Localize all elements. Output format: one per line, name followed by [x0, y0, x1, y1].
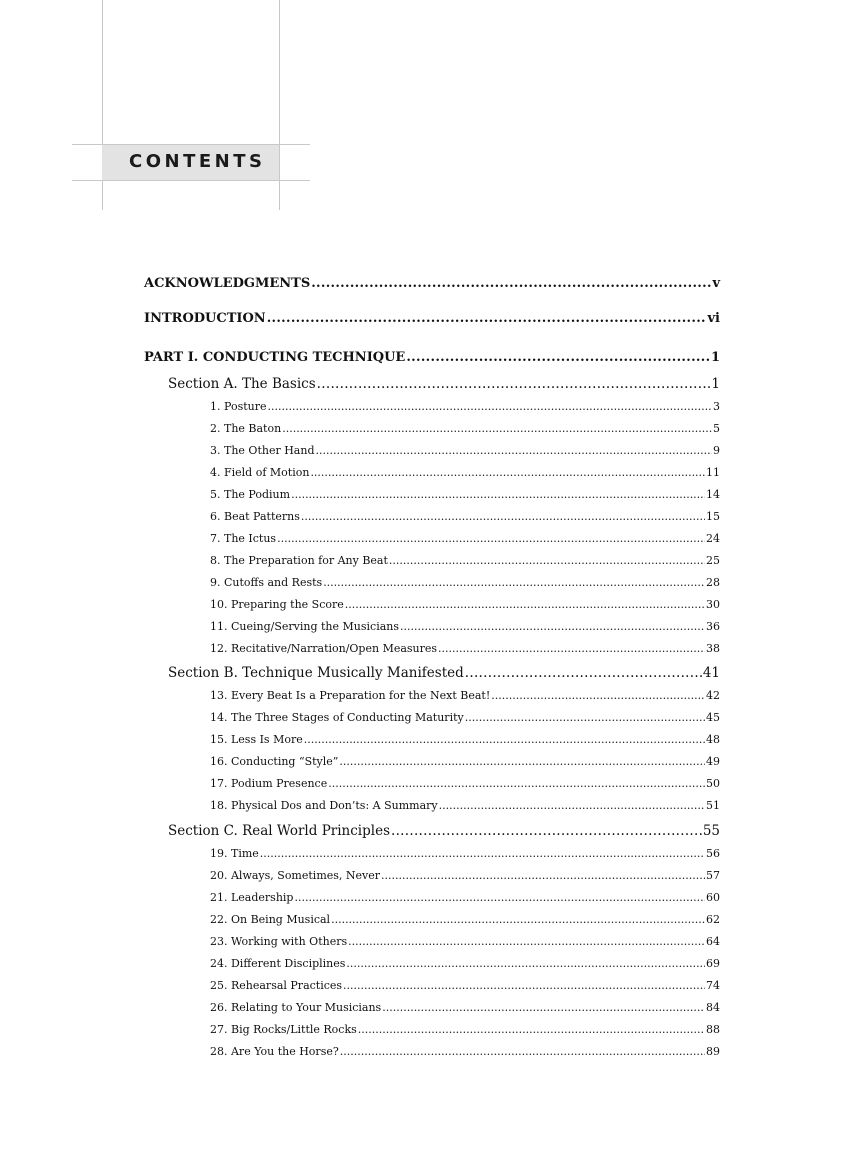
dot-leader	[301, 510, 705, 523]
toc-entry-title: 4. Field of Motion	[210, 466, 310, 479]
toc-entry-page: 42	[706, 689, 720, 702]
dot-leader	[465, 665, 702, 681]
toc-entry-title: 7. The Ictus	[210, 532, 277, 545]
toc-entry-page: 89	[706, 1045, 720, 1058]
toc-entry[interactable]	[210, 466, 720, 479]
toc-entry-title: 6. Beat Patterns	[210, 510, 300, 523]
dot-leader	[311, 276, 711, 291]
dot-leader	[439, 799, 705, 812]
dot-leader	[348, 935, 705, 948]
dot-leader	[310, 466, 705, 479]
toc-entry[interactable]	[210, 1023, 720, 1036]
toc-entry-page: 41	[702, 665, 720, 681]
toc-entry[interactable]	[144, 350, 720, 365]
toc-entry-page: 62	[706, 913, 720, 926]
toc-entry-page: 57	[706, 869, 720, 882]
toc-entry[interactable]	[210, 777, 720, 790]
toc-entry-title: 20. Always, Sometimes, Never	[210, 869, 381, 882]
toc-entry[interactable]	[144, 276, 720, 291]
toc-entry-title: 8. The Preparation for Any Beat	[210, 554, 388, 567]
toc-entry[interactable]	[210, 554, 720, 567]
toc-entry-title: 9. Cutoffs and Rests	[210, 576, 323, 589]
toc-entry-page: 48	[706, 733, 720, 746]
toc-entry[interactable]	[210, 620, 720, 633]
toc-entry[interactable]	[210, 422, 720, 435]
dot-leader	[267, 311, 707, 326]
toc-entry-title: Section A. The Basics	[168, 376, 316, 392]
toc-entry-title: 12. Recitative/Narration/Open Measures	[210, 642, 438, 655]
dot-leader	[391, 823, 702, 839]
toc-entry[interactable]	[210, 532, 720, 545]
toc-entry-title: 24. Different Disciplines	[210, 957, 346, 970]
toc-entry[interactable]	[210, 1001, 720, 1014]
dot-leader	[358, 1023, 705, 1036]
toc-entry[interactable]	[210, 689, 720, 702]
toc-entry-page: vi	[707, 311, 720, 326]
toc-entry-page: 1	[711, 376, 720, 392]
toc-entry-title: 23. Working with Others	[210, 935, 348, 948]
toc-entry-title: 3. The Other Hand	[210, 444, 315, 457]
toc-entry[interactable]	[210, 444, 720, 457]
toc-entry-page: 36	[706, 620, 720, 633]
dot-leader	[339, 755, 705, 768]
toc-entry[interactable]	[210, 400, 720, 413]
toc-entry-page: 56	[706, 847, 720, 860]
dot-leader	[346, 957, 705, 970]
toc-entry-title: 10. Preparing the Score	[210, 598, 344, 611]
dot-leader	[465, 711, 705, 724]
dot-leader	[491, 689, 705, 702]
toc-entry-page: 64	[706, 935, 720, 948]
toc-entry-page: 74	[706, 979, 720, 992]
toc-entry[interactable]	[210, 935, 720, 948]
toc-entry[interactable]	[210, 642, 720, 655]
dot-leader	[304, 733, 705, 746]
dot-leader	[323, 576, 705, 589]
toc-entry-title: 13. Every Beat Is a Preparation for the Next Beat!	[210, 689, 491, 702]
toc-entry-title: ACKNOWLEDGMENTS	[144, 276, 311, 291]
toc-entry-title: 11. Cueing/Serving the Musicians	[210, 620, 399, 633]
toc-entry-page: 11	[706, 466, 720, 479]
dot-leader	[438, 642, 705, 655]
toc-entry-page: 49	[706, 755, 720, 768]
dot-leader	[389, 554, 705, 567]
toc-entry[interactable]	[210, 799, 720, 812]
toc-entry-title: 25. Rehearsal Practices	[210, 979, 343, 992]
toc-entry[interactable]	[210, 869, 720, 882]
dot-leader	[400, 620, 705, 633]
toc-entry-title: 5. The Podium	[210, 488, 291, 501]
dot-leader	[331, 913, 705, 926]
toc-entry-title: 17. Podium Presence	[210, 777, 328, 790]
toc-entry-title: 18. Physical Dos and Don’ts: A Summary	[210, 799, 438, 812]
toc-entry[interactable]	[210, 576, 720, 589]
toc-entry-page: v	[712, 276, 720, 291]
toc-entry-page: 88	[706, 1023, 720, 1036]
dot-leader	[268, 400, 713, 413]
dot-leader	[345, 598, 705, 611]
dot-leader	[382, 1001, 705, 1014]
toc-entry-page: 15	[706, 510, 720, 523]
toc-entry-title: Section B. Technique Musically Manifested	[168, 665, 464, 681]
toc-entry[interactable]	[168, 376, 720, 392]
dot-leader	[328, 777, 705, 790]
dot-leader	[343, 979, 705, 992]
toc-entry-title: 27. Big Rocks/Little Rocks	[210, 1023, 357, 1036]
toc-entry-title: 2. The Baton	[210, 422, 282, 435]
toc-entry-page: 51	[706, 799, 720, 812]
toc-entry-title: INTRODUCTION	[144, 311, 266, 326]
toc-entry-title: Section C. Real World Principles	[168, 823, 390, 839]
toc-entry-page: 5	[713, 422, 720, 435]
toc-entry[interactable]	[210, 847, 720, 860]
dot-leader	[406, 350, 710, 365]
page-title: CONTENTS	[129, 151, 266, 172]
toc-entry-title: 22. On Being Musical	[210, 913, 331, 926]
toc-entry-title: 14. The Three Stages of Conducting Maturity	[210, 711, 464, 724]
toc-entry[interactable]	[210, 913, 720, 926]
toc-entry[interactable]	[168, 823, 720, 839]
toc-entry-title: 1. Posture	[210, 400, 267, 413]
toc-entry-page: 38	[706, 642, 720, 655]
dot-leader	[340, 1045, 705, 1058]
toc-entry-page: 60	[706, 891, 720, 904]
toc-entry-page: 55	[702, 823, 720, 839]
toc-entry[interactable]	[210, 957, 720, 970]
toc-entry-page: 14	[706, 488, 720, 501]
toc-entry-page: 28	[706, 576, 720, 589]
toc-entry-page: 3	[713, 400, 720, 413]
toc-entry-page: 25	[706, 554, 720, 567]
dot-leader	[315, 444, 712, 457]
toc-entry-title: 21. Leadership	[210, 891, 294, 904]
toc-entry[interactable]	[210, 755, 720, 768]
dot-leader	[282, 422, 712, 435]
toc-entry-title: 19. Time	[210, 847, 259, 860]
toc-entry-page: 69	[706, 957, 720, 970]
toc-entry[interactable]	[210, 488, 720, 501]
toc-entry-page: 9	[713, 444, 720, 457]
toc-entry[interactable]	[210, 979, 720, 992]
toc-entry-title: PART I. CONDUCTING TECHNIQUE	[144, 350, 406, 365]
toc-entry[interactable]	[210, 1045, 720, 1058]
toc-entry[interactable]	[168, 665, 720, 681]
dot-leader	[317, 376, 711, 392]
toc-entry-title: 26. Relating to Your Musicians	[210, 1001, 382, 1014]
dot-leader	[294, 891, 705, 904]
toc-entry-title: 15. Less Is More	[210, 733, 303, 746]
toc-entry-title: 16. Conducting “Style”	[210, 755, 339, 768]
toc-entry[interactable]	[210, 891, 720, 904]
toc-entry[interactable]	[210, 733, 720, 746]
toc-entry[interactable]	[210, 711, 720, 724]
toc-entry[interactable]	[210, 510, 720, 523]
toc-entry[interactable]	[210, 598, 720, 611]
toc-entry-page: 24	[706, 532, 720, 545]
toc-entry-title: 28. Are You the Horse?	[210, 1045, 339, 1058]
toc-entry-page: 84	[706, 1001, 720, 1014]
toc-entry-page: 1	[710, 350, 720, 365]
dot-leader	[277, 532, 705, 545]
toc-entry-page: 45	[706, 711, 720, 724]
toc-entry[interactable]	[144, 311, 720, 326]
toc-entry-page: 50	[706, 777, 720, 790]
dot-leader	[381, 869, 705, 882]
dot-leader	[291, 488, 705, 501]
toc-entry-page: 30	[706, 598, 720, 611]
dot-leader	[260, 847, 705, 860]
